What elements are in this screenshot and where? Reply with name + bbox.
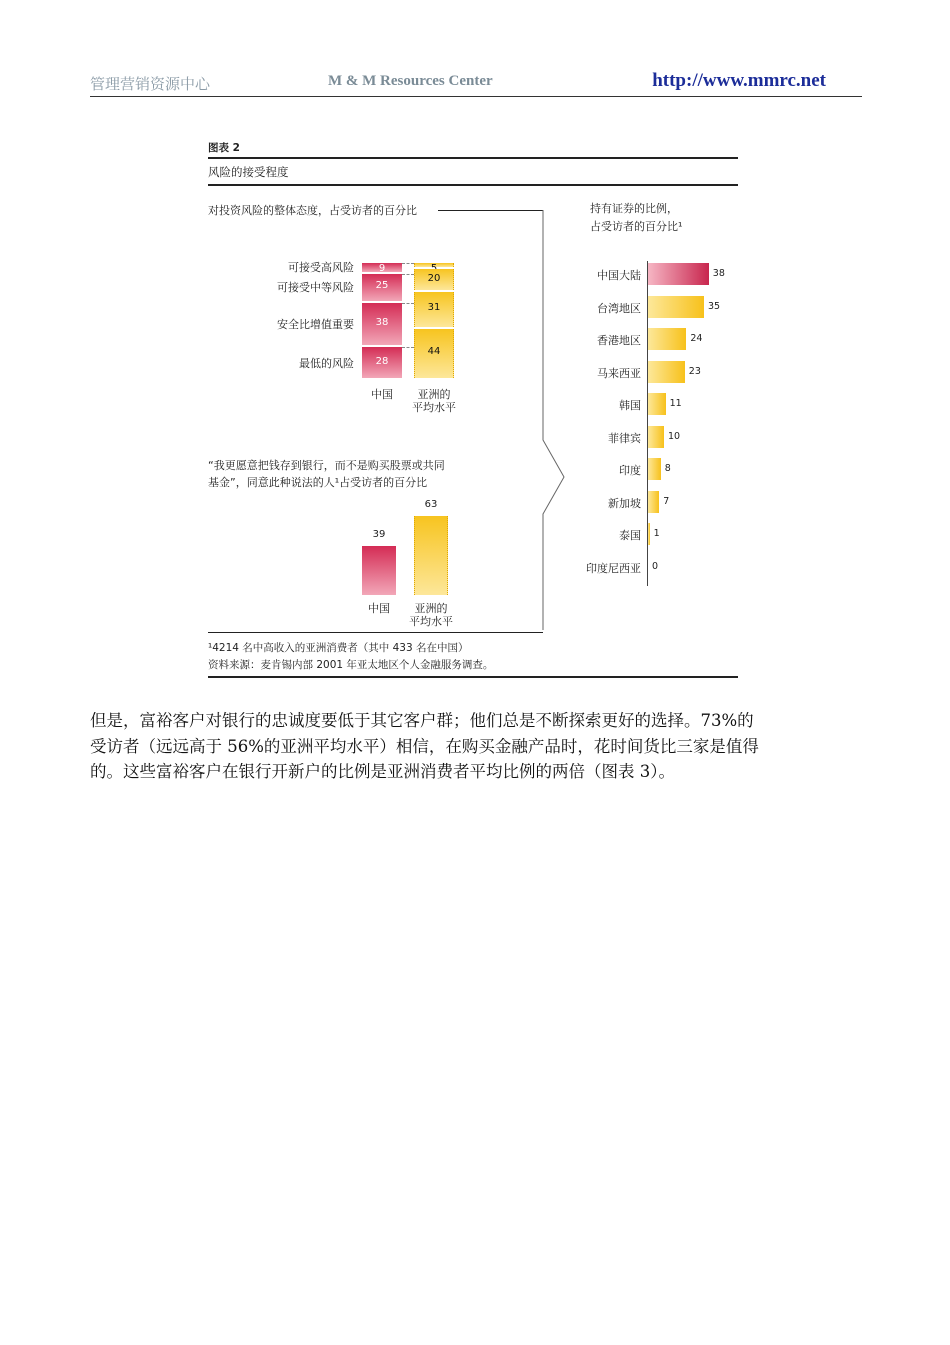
segment-value-label: 25 [375,280,389,292]
stack-segment-china [362,274,402,301]
country-label: 台湾地区 [597,301,641,315]
country-value-label: 24 [690,333,703,344]
country-label: 印度尼西亚 [586,561,641,575]
country-value-label: 38 [712,268,725,279]
segment-value-label: 28 [375,355,389,367]
country-label: 新加坡 [608,496,641,510]
country-value-label: 23 [688,365,701,377]
header-center-title: M & M Resources Center [328,73,493,89]
figure-footnote: ¹4214 名中高收入的亚洲消费者（其中 433 名在中国） [208,642,469,654]
country-label: 马来西亚 [597,366,641,380]
country-bar [648,491,659,513]
country-label: 菲律宾 [608,431,641,445]
stack-segment-china [362,303,402,345]
header-left-title: 管理营销资源中心 [90,75,211,93]
category-label: 中国 [368,602,390,615]
country-bar [648,393,666,415]
category-label: 亚洲的 [414,602,448,615]
segment-value-label: 44 [427,346,441,358]
figure-top-rule [208,157,738,159]
left-title-leader [438,210,543,211]
country-label: 印度 [619,464,641,477]
series-label: 可接受高风险 [288,261,354,275]
quote-line-2: 基金”，同意此种说法的人¹占受访者的百分比 [208,476,428,489]
stack-segment-china [362,347,402,378]
series-label: 最低的风险 [299,356,354,370]
country-bar [648,361,685,383]
paragraph-line-1: 但是，富裕客户对银行的忠诚度要低于其它客户群；他们总是不断探索更好的选择。73%的 [90,711,754,730]
category-label: 平均水平 [412,401,456,414]
series-label: 安全比增值重要 [277,318,354,331]
header-url-link[interactable]: http://www.mmrc.net [652,70,826,91]
category-label: 中国 [371,388,393,401]
stack-connector-line [402,274,414,275]
bar-asia [414,516,448,595]
stack-connector-line [402,347,414,348]
country-bar [648,263,709,285]
stack-connector-line [402,303,414,304]
figure-title: 风险的接受程度 [208,165,289,179]
country-value-label: 0 [652,560,659,572]
category-label: 平均水平 [409,615,453,628]
figure-title-rule [208,184,738,186]
bar-china [362,546,396,595]
page-header [90,70,862,97]
paragraph-line-2: 受访者（远远高于 56%的亚洲平均水平）相信，在购买金融产品时，花时间货比三家是值得 [90,736,759,756]
figure-source: 资料来源：麦肯锡内部 2001 年亚太地区个人金融服务调查。 [208,659,494,671]
paragraph-line-3: 的。这些富裕客户在银行开新户的比例是亚洲消费者平均比例的两倍（图表 3）。 [90,762,675,781]
body-paragraph [90,708,862,785]
country-value-label: 8 [664,463,671,474]
figure-label: 图表 2 [208,142,240,154]
right-section-title-2: 占受访者的百分比¹ [590,220,683,233]
country-value-label: 10 [668,430,681,442]
series-label: 可接受中等风险 [277,281,354,295]
stack-segment-asia [414,292,454,326]
country-bar [648,458,661,480]
stack-segment-asia [414,263,454,267]
bottom-left-rule [208,632,543,633]
stack-segment-asia [414,269,454,290]
country-bar [648,296,704,318]
country-bar [648,426,664,448]
country-bar [648,523,650,545]
stack-segment-asia [414,329,454,378]
country-value-label: 35 [708,300,721,312]
category-label: 亚洲的 [417,388,451,401]
country-bar [648,328,686,350]
figure-bottom-rule [208,676,738,678]
country-value-label: 11 [669,398,682,409]
country-label: 韩国 [619,399,641,412]
country-label: 泰国 [619,529,641,542]
left-section-title: 对投资风险的整体态度，占受访者的百分比 [208,204,417,217]
bar-value-label: 39 [372,529,386,541]
country-label: 香港地区 [597,334,641,347]
stack-connector-line [402,263,414,264]
country-value-label: 7 [663,495,670,507]
country-value-label: 1 [653,528,660,539]
segment-value-label: 20 [427,272,441,284]
figure-exhibit-2 [200,130,745,685]
segment-value-label: 31 [427,302,441,314]
segment-value-label: 38 [375,316,389,328]
segment-value-label: 9 [378,263,386,274]
quote-line-1: “我更愿意把钱存到银行，而不是购买股票或共同 [208,459,445,472]
right-section-title-1: 持有证券的比例， [590,202,678,215]
stack-segment-china [362,263,402,272]
country-label: 中国大陆 [597,269,641,282]
bar-value-label: 63 [424,499,438,511]
